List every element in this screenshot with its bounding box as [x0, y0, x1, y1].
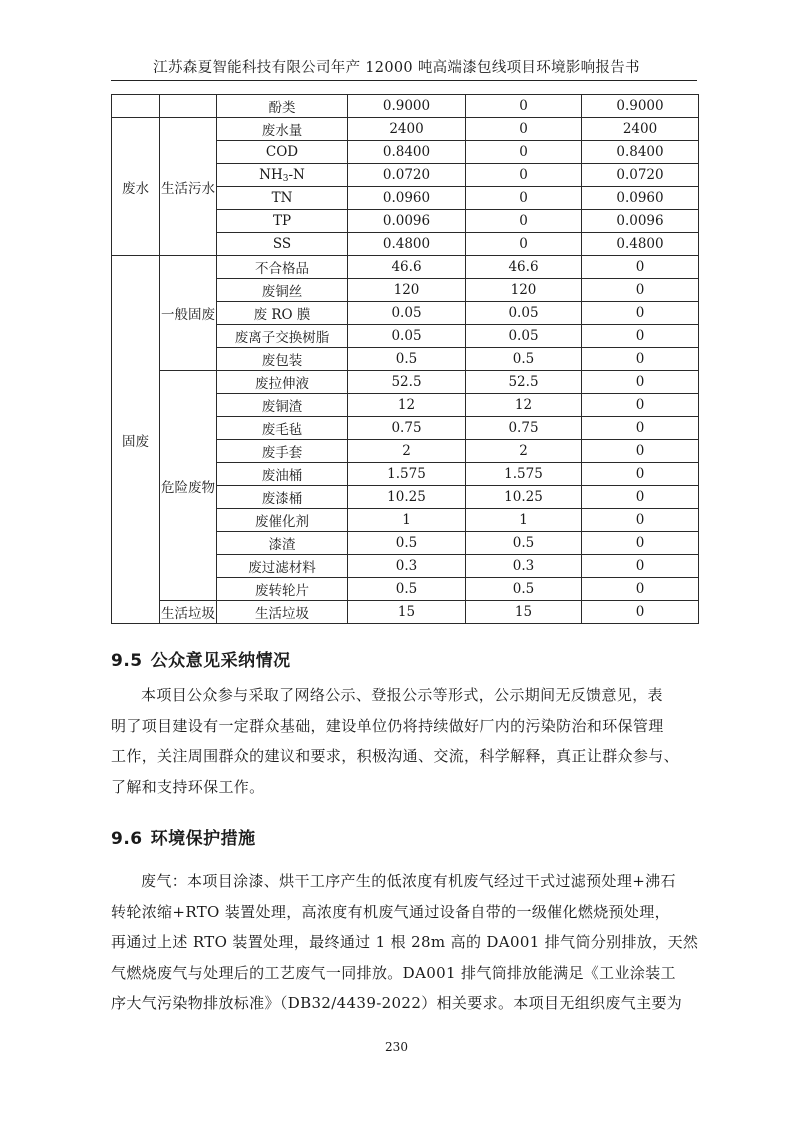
item-cell: 漆渣: [217, 532, 348, 555]
value-cell: 0.5: [466, 348, 582, 371]
subcategory-general-solid-waste: 一般固废: [160, 256, 217, 371]
paragraph-line: 废气：本项目涂漆、烘干工序产生的低浓度有机废气经过干式过滤预处理+沸石: [141, 872, 676, 890]
value-cell: 0.5: [348, 532, 466, 555]
value-cell: 0.05: [466, 325, 582, 348]
value-cell: 0.05: [466, 302, 582, 325]
item-cell: COD: [217, 141, 348, 164]
category-wastewater: 废水: [112, 118, 160, 256]
value-cell: 0: [582, 555, 699, 578]
value-cell: 0: [582, 325, 699, 348]
value-cell: 0: [582, 348, 699, 371]
value-cell: 1: [348, 509, 466, 532]
item-cell: 废水量: [217, 118, 348, 141]
table-row: [112, 601, 699, 624]
value-cell: 15: [348, 601, 466, 624]
item-cell: 不合格品: [217, 256, 348, 279]
item-cell: 废漆桶: [217, 486, 348, 509]
value-cell: 0.0096: [348, 210, 466, 233]
item-cell: 废催化剂: [217, 509, 348, 532]
section-title: 公众意见采纳情况: [150, 651, 291, 671]
value-cell: 0: [582, 601, 699, 624]
value-cell: 0.5: [348, 348, 466, 371]
value-cell: 120: [466, 279, 582, 302]
value-cell: 0.05: [348, 302, 466, 325]
value-cell: 0.3: [348, 555, 466, 578]
value-cell: 2: [348, 440, 466, 463]
item-tail-text: -N: [288, 166, 305, 183]
table-row: [112, 371, 699, 394]
value-cell: 0: [582, 440, 699, 463]
item-cell: [217, 164, 348, 187]
value-cell: 15: [466, 601, 582, 624]
section-title: 环境保护措施: [150, 829, 256, 849]
value-cell: 0.0720: [348, 164, 466, 187]
value-cell: 0: [582, 486, 699, 509]
value-cell: 0: [582, 371, 699, 394]
paragraph-line: 明了项目建设有一定群众基础，建设单位仍将持续做好厂内的污染防治和环保管理: [111, 716, 664, 735]
value-cell: 1.575: [348, 463, 466, 486]
value-cell: 0: [582, 394, 699, 417]
value-cell: 0.0096: [582, 210, 699, 233]
value-cell: 0: [582, 279, 699, 302]
value-cell: 0.3: [466, 555, 582, 578]
table-row: [112, 256, 699, 279]
document-header-title: 江苏森夏智能科技有限公司年产 12000 吨高端漆包线项目环境影响报告书: [153, 60, 640, 76]
value-cell: 52.5: [466, 371, 582, 394]
value-cell: 0.75: [348, 417, 466, 440]
value-cell: 10.25: [348, 486, 466, 509]
item-cell: 废拉伸液: [217, 371, 348, 394]
value-cell: 0: [582, 417, 699, 440]
value-cell: 12: [466, 394, 582, 417]
value-cell: 2400: [582, 118, 699, 141]
item-cell: 酚类: [217, 95, 348, 118]
value-cell: 0: [466, 141, 582, 164]
pollutant-emission-table: [111, 94, 699, 624]
value-cell: 10.25: [466, 486, 582, 509]
value-cell: 46.6: [466, 256, 582, 279]
value-cell: 0.05: [348, 325, 466, 348]
paragraph-line: 本项目公众参与采取了网络公示、登报公示等形式，公示期间无反馈意见，表: [141, 686, 663, 704]
value-cell: 2: [466, 440, 582, 463]
value-cell: 2400: [348, 118, 466, 141]
value-cell: 0.5: [466, 578, 582, 601]
item-cell: TN: [217, 187, 348, 210]
paragraph-line: 转轮浓缩+RTO 装置处理，高浓度有机废气通过设备自带的一级催化燃烧预处理，: [111, 902, 670, 921]
table-cell: [160, 95, 217, 118]
value-cell: 12: [348, 394, 466, 417]
table-row: [112, 118, 699, 141]
category-solid-waste: 固废: [112, 256, 160, 624]
paragraph-line: 序大气污染物排放标准》（DB32/4439-2022）相关要求。本项目无组织废气主要为: [111, 994, 683, 1012]
subcategory-domestic-sewage: 生活污水: [160, 118, 217, 256]
subcategory-domestic-garbage: 生活垃圾: [160, 601, 217, 624]
value-cell: 0.0960: [582, 187, 699, 210]
value-cell: 0: [582, 532, 699, 555]
item-cell: SS: [217, 233, 348, 256]
section-heading-9-5: [111, 646, 291, 671]
value-cell: 0: [466, 118, 582, 141]
value-cell: 120: [348, 279, 466, 302]
value-cell: 0.9000: [582, 95, 699, 118]
value-cell: 0.0960: [348, 187, 466, 210]
value-cell: 0: [466, 233, 582, 256]
item-cell: 废铜丝: [217, 279, 348, 302]
item-cell: 废过滤材料: [217, 555, 348, 578]
item-cell: 废手套: [217, 440, 348, 463]
value-cell: 0: [582, 302, 699, 325]
value-cell: 1: [466, 509, 582, 532]
section-number: 9.5: [111, 651, 143, 671]
value-cell: 0: [582, 578, 699, 601]
header-divider: [111, 80, 697, 81]
value-cell: 0: [466, 95, 582, 118]
value-cell: 52.5: [348, 371, 466, 394]
value-cell: 0: [582, 463, 699, 486]
value-cell: 0.9000: [348, 95, 466, 118]
value-cell: 0: [466, 164, 582, 187]
paragraph-environmental-measures: [111, 866, 699, 1019]
value-cell: 0: [466, 187, 582, 210]
table-cell: [112, 95, 160, 118]
value-cell: 0.8400: [582, 141, 699, 164]
paragraph-line: 了解和支持环保工作。: [111, 777, 265, 796]
item-cell: 废包装: [217, 348, 348, 371]
value-cell: 0.5: [466, 532, 582, 555]
value-cell: 0: [582, 509, 699, 532]
page-number: 230: [385, 1040, 408, 1054]
value-cell: 0.4800: [582, 233, 699, 256]
item-cell: 废毛毡: [217, 417, 348, 440]
item-cell: 生活垃圾: [217, 601, 348, 624]
item-cell: TP: [217, 210, 348, 233]
value-cell: 0.0720: [582, 164, 699, 187]
item-cell: 废油桶: [217, 463, 348, 486]
subcategory-hazardous-waste: 危险废物: [160, 371, 217, 601]
value-cell: 0.4800: [348, 233, 466, 256]
paragraph-line: 工作，关注周围群众的建议和要求，积极沟通、交流，科学解释，真正让群众参与、: [111, 747, 679, 765]
value-cell: 0.75: [466, 417, 582, 440]
item-cell: 废铜渣: [217, 394, 348, 417]
value-cell: 0: [582, 256, 699, 279]
value-cell: 46.6: [348, 256, 466, 279]
paragraph-public-opinion: [111, 680, 699, 802]
section-heading-9-6: [111, 824, 256, 849]
item-cell: 废离子交换树脂: [217, 325, 348, 348]
item-cell: 废 RO 膜: [217, 302, 348, 325]
paragraph-line: 气燃烧废气与处理后的工艺废气一同排放。DA001 排气筒排放能满足《工业涂装工: [111, 963, 676, 982]
value-cell: 1.575: [466, 463, 582, 486]
table-row: [112, 95, 699, 118]
value-cell: 0.5: [348, 578, 466, 601]
item-cell: 废转轮片: [217, 578, 348, 601]
item-main-text: NH: [259, 166, 283, 183]
item-subscript: 3: [282, 173, 289, 184]
value-cell: 0: [466, 210, 582, 233]
paragraph-line: 再通过上述 RTO 装置处理，最终通过 1 根 28m 高的 DA001 排气筒分别排放，天然: [111, 933, 699, 951]
section-number: 9.6: [111, 829, 143, 849]
value-cell: 0.8400: [348, 141, 466, 164]
